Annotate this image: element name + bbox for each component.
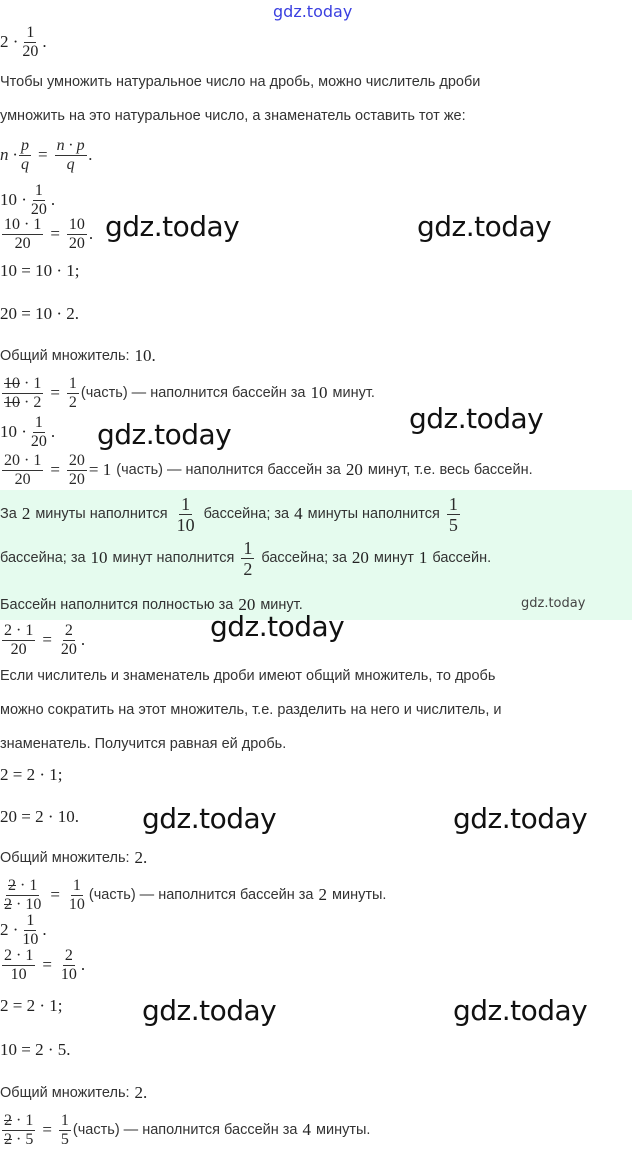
text: За (0, 506, 17, 522)
denominator: 20 (30, 200, 47, 218)
numerator: 1 (34, 181, 43, 199)
numerator: · 1 (16, 876, 38, 894)
numerator: 1 (26, 911, 35, 929)
expression-line (0, 910, 47, 950)
fraction (2, 453, 43, 488)
denominator: q (66, 155, 75, 173)
denominator: 20 (60, 640, 77, 658)
denominator: 10 (68, 895, 85, 913)
numerator: n · p (56, 136, 85, 154)
value: 20 (345, 460, 363, 479)
expression-line (0, 450, 533, 490)
value: 2 (318, 885, 327, 904)
numerator: 2 · 1 (4, 946, 34, 964)
text: минут. (260, 597, 303, 613)
denominator: · 2 (20, 393, 42, 411)
denominator: q (21, 155, 29, 173)
fraction (67, 376, 79, 411)
text: минуты. (316, 1122, 371, 1138)
math-text: . (80, 955, 86, 974)
text: минут, т.е. весь бассейн. (367, 462, 533, 478)
denominator: 5 (448, 514, 458, 535)
fraction (2, 376, 43, 411)
text: (часть) — наполнится бассейн за (72, 1122, 298, 1138)
numerator: 1 (181, 493, 191, 514)
expression-line (0, 214, 93, 254)
equation: 2 = 2 · 1; (0, 765, 63, 784)
value: 4 (294, 504, 303, 523)
numerator: 1 (34, 413, 43, 431)
fraction (241, 539, 254, 578)
math-text: 2 · (0, 32, 19, 51)
fraction (20, 25, 40, 60)
fraction (67, 453, 87, 488)
text: бассейна; за (203, 506, 290, 522)
math-text: 2 · (0, 920, 19, 939)
value: 2. (134, 1083, 148, 1102)
math-text: = (38, 145, 48, 164)
value: 20 (238, 595, 256, 614)
common-factor (0, 1073, 147, 1113)
expression-line (0, 620, 85, 660)
reduction-line (0, 373, 375, 413)
denominator: 20 (30, 432, 47, 450)
equation: 10 = 2 · 5. (0, 1040, 71, 1059)
answer-line-1 (0, 494, 462, 534)
denominator: 20 (14, 470, 31, 488)
text: (часть) — наполнится бассейн за (116, 462, 341, 478)
value: 4 (302, 1120, 311, 1139)
denominator: 10 (10, 965, 27, 983)
cancelled-factor: 10 (4, 393, 20, 411)
math-text: . (42, 920, 47, 939)
text: минуты. (332, 887, 387, 903)
equation: 20 = 10 · 2. (0, 304, 79, 323)
answer-line-2 (0, 538, 491, 578)
value: 2 (21, 504, 31, 523)
denominator: 20 (14, 234, 31, 252)
numerator: 2 (64, 946, 73, 964)
denominator: · 10 (12, 895, 42, 913)
fraction (59, 623, 79, 658)
numerator: · 1 (12, 1111, 34, 1129)
numerator: 2 (64, 621, 73, 639)
paragraph: Если числитель и знаменатель дроби имеют общий множитель, то дробь (0, 668, 496, 684)
fraction (447, 495, 460, 534)
text: бассейн. (432, 550, 492, 566)
watermark: gdz.today (409, 402, 544, 435)
numerator: 20 · 1 (4, 451, 42, 469)
cancelled-factor: 2 (4, 895, 12, 913)
numerator: 1 (448, 493, 458, 514)
fraction (59, 948, 79, 983)
math-text: . (88, 145, 93, 164)
fraction (2, 623, 35, 658)
cancelled-factor: 2 (4, 1111, 12, 1129)
numerator: 1 (72, 876, 81, 894)
text: минуты наполнится (35, 506, 168, 522)
watermark-small: gdz.today (521, 596, 586, 611)
value: 10. (134, 346, 156, 365)
math-text: . (50, 190, 56, 209)
numerator: 1 (68, 374, 77, 392)
reduction-line (0, 875, 386, 915)
denominator: 2 (68, 393, 77, 411)
common-factor (0, 838, 147, 878)
math-text: = (50, 383, 60, 402)
math-text: = (42, 955, 52, 974)
label: Общий множитель: (0, 348, 130, 364)
fraction (67, 878, 87, 913)
fraction (29, 183, 49, 218)
cancelled-factor: 10 (4, 374, 20, 392)
math-text: 10 · (0, 422, 27, 441)
math-text: = (50, 460, 60, 479)
watermark: gdz.today (105, 210, 240, 243)
paragraph: знаменатель. Получится равная ей дробь. (0, 736, 287, 752)
math-text: = (50, 224, 60, 243)
numerator: 1 (60, 1111, 69, 1129)
math-text: n · (0, 145, 17, 164)
text: минут (373, 550, 414, 566)
math-text: . (88, 224, 94, 243)
expression-line (0, 412, 55, 452)
watermark-top: gdz.today (273, 2, 353, 21)
text: минут. (332, 385, 375, 401)
math-text: = (42, 1120, 52, 1139)
text: бассейна; за (0, 550, 86, 566)
value: 1 (418, 548, 428, 567)
numerator: p (21, 136, 29, 154)
rule-formula (0, 135, 93, 175)
numerator: 10 (68, 215, 85, 233)
watermark: gdz.today (97, 418, 232, 451)
value: 10 (90, 548, 108, 567)
math-text: . (42, 32, 47, 51)
fraction (2, 948, 35, 983)
cancelled-factor: 2 (4, 1130, 12, 1148)
fraction (2, 878, 43, 913)
watermark: gdz.today (417, 210, 552, 243)
fraction (59, 1113, 71, 1148)
math-text: = 1 (88, 460, 112, 479)
math-text: . (50, 422, 56, 441)
math-text: . (80, 630, 86, 649)
text: бассейна; за (261, 550, 347, 566)
math-text: = (50, 885, 60, 904)
denominator: 5 (60, 1130, 69, 1148)
denominator: 10 (22, 930, 39, 948)
watermark: gdz.today (142, 994, 277, 1027)
paragraph: можно сократить на этот множитель, т.е. разделить на него и числитель, и (0, 702, 502, 718)
denominator: 10 (176, 514, 195, 535)
fraction (20, 913, 40, 948)
math-text: 10 · (0, 190, 27, 209)
value: 20 (351, 548, 369, 567)
expression-line (0, 22, 47, 62)
label: Общий множитель: (0, 1085, 130, 1101)
numerator: 2 · 1 (4, 621, 34, 639)
fraction (67, 217, 87, 252)
text: (часть) — наполнится бассейн за (88, 887, 314, 903)
watermark: gdz.today (453, 994, 588, 1027)
fraction (19, 138, 31, 173)
denominator: 10 (60, 965, 77, 983)
numerator: · 1 (20, 374, 42, 392)
denominator: 20 (10, 640, 27, 658)
fraction (29, 415, 49, 450)
denominator: 2 (243, 558, 253, 579)
fraction (55, 138, 87, 173)
cancelled-factor: 2 (8, 876, 16, 894)
equation: 2 = 2 · 1; (0, 996, 63, 1015)
denominator: 20 (22, 42, 39, 60)
expression-line (0, 945, 85, 985)
fraction (2, 217, 43, 252)
numerator: 1 (243, 537, 253, 558)
fraction (175, 495, 197, 534)
denominator: 20 (68, 234, 85, 252)
reduction-line (0, 1110, 370, 1150)
text: Бассейн наполнится полностью за (0, 597, 234, 613)
watermark: gdz.today (453, 802, 588, 835)
paragraph: умножить на это натуральное число, а знаменатель оставить тот же: (0, 108, 466, 124)
numerator: 1 (26, 23, 35, 41)
math-text: = (42, 630, 52, 649)
equation: 20 = 2 · 10. (0, 807, 79, 826)
denominator: 20 (68, 470, 85, 488)
value: 2. (134, 848, 148, 867)
fraction (2, 1113, 35, 1148)
text: (часть) — наполнится бассейн за (80, 385, 306, 401)
value: 10 (310, 383, 328, 402)
watermark: gdz.today (210, 610, 345, 643)
numerator: 10 · 1 (4, 215, 42, 233)
text: минут наполнится (112, 550, 235, 566)
numerator: 20 (68, 451, 85, 469)
text: минуты наполнится (307, 506, 440, 522)
paragraph: Чтобы умножить натуральное число на дробь, можно числитель дроби (0, 74, 481, 90)
watermark: gdz.today (142, 802, 277, 835)
denominator: · 5 (12, 1130, 34, 1148)
label: Общий множитель: (0, 850, 130, 866)
equation: 10 = 10 · 1; (0, 261, 80, 280)
common-factor (0, 336, 156, 376)
